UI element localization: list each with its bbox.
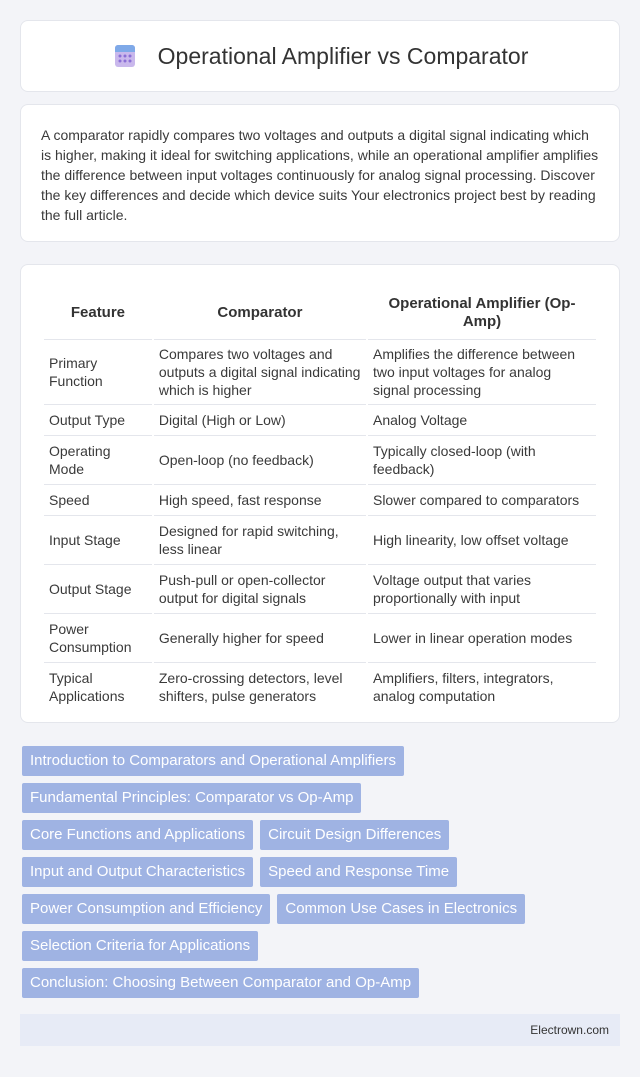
topic-link[interactable]: Fundamental Principles: Comparator vs Op-Amp — [22, 783, 361, 813]
table-row — [44, 613, 596, 662]
table-header: Comparator — [217, 304, 303, 321]
topic-link[interactable]: Selection Criteria for Applications — [22, 931, 258, 961]
table-cell: Amplifiers, filters, integrators, analog computation — [368, 662, 596, 711]
intro-card — [20, 104, 620, 242]
table-cell: High speed, fast response — [154, 484, 366, 515]
table-row — [44, 564, 596, 613]
topic-link[interactable]: Speed and Response Time — [260, 857, 457, 887]
table-row — [44, 662, 596, 711]
table-cell: Open-loop (no feedback) — [154, 435, 366, 484]
table-row — [44, 339, 596, 404]
table-cell: Zero-crossing detectors, level shifters, pulse generators — [154, 662, 366, 711]
table-cell: Digital (High or Low) — [154, 404, 366, 435]
table-cell: Typical Applications — [44, 662, 152, 711]
table-cell: Output Type — [44, 404, 152, 435]
comparison-table-card — [20, 264, 620, 723]
topic-link-row — [22, 857, 622, 887]
table-cell: Input Stage — [44, 515, 152, 564]
footer — [20, 1014, 620, 1046]
table-cell: Voltage output that varies proportionally with input — [368, 564, 596, 613]
table-row — [44, 404, 596, 435]
intro-text: A comparator rapidly compares two voltages and outputs a digital signal indicating which is higher, making it ideal for switching applications, while an operational amplifier amplifies the difference between input voltages continuously for analog signal processing. Discover the key differences and decide which device suits Your electronics project best by reading the full article. — [41, 127, 599, 223]
comparison-table — [42, 279, 598, 711]
topic-link-row — [22, 931, 622, 961]
topic-link-row — [22, 746, 622, 776]
table-cell: Lower in linear operation modes — [368, 613, 596, 662]
table-cell: Analog Voltage — [368, 404, 596, 435]
table-header: Operational Amplifier (Op-Amp) — [388, 295, 576, 330]
topic-links — [22, 746, 622, 1005]
topic-link[interactable]: Circuit Design Differences — [260, 820, 449, 850]
table-header-row — [44, 279, 596, 339]
topic-link-row — [22, 894, 622, 924]
footer-site-name: Electrown.com — [530, 1023, 609, 1037]
table-cell: Compares two voltages and outputs a digital signal indicating which is higher — [154, 339, 366, 404]
topic-link[interactable]: Conclusion: Choosing Between Comparator and Op-Amp — [22, 968, 419, 998]
table-cell: High linearity, low offset voltage — [368, 515, 596, 564]
table-cell: Typically closed-loop (with feedback) — [368, 435, 596, 484]
table-cell: Output Stage — [44, 564, 152, 613]
topic-link[interactable]: Core Functions and Applications — [22, 820, 253, 850]
calculator-icon — [112, 43, 138, 69]
topic-link[interactable]: Input and Output Characteristics — [22, 857, 253, 887]
topic-link-row — [22, 783, 622, 813]
topic-link-row — [22, 820, 622, 850]
topic-link[interactable]: Introduction to Comparators and Operational Amplifiers — [22, 746, 404, 776]
table-row — [44, 484, 596, 515]
topic-link-row — [22, 968, 622, 998]
page-title: Operational Amplifier vs Comparator — [157, 42, 529, 69]
table-cell: Speed — [44, 484, 152, 515]
table-cell: Designed for rapid switching, less linear — [154, 515, 366, 564]
table-cell: Operating Mode — [44, 435, 152, 484]
table-header: Feature — [70, 304, 126, 321]
table-cell: Slower compared to comparators — [368, 484, 596, 515]
table-cell: Power Consumption — [44, 613, 152, 662]
table-row — [44, 515, 596, 564]
table-cell: Generally higher for speed — [154, 613, 366, 662]
table-cell: Amplifies the difference between two input voltages for analog signal processing — [368, 339, 596, 404]
topic-link[interactable]: Common Use Cases in Electronics — [277, 894, 525, 924]
table-row — [44, 435, 596, 484]
table-cell: Push-pull or open-collector output for digital signals — [154, 564, 366, 613]
header-card — [20, 20, 620, 92]
table-cell: Primary Function — [44, 339, 152, 404]
header — [112, 43, 529, 70]
topic-link[interactable]: Power Consumption and Efficiency — [22, 894, 270, 924]
